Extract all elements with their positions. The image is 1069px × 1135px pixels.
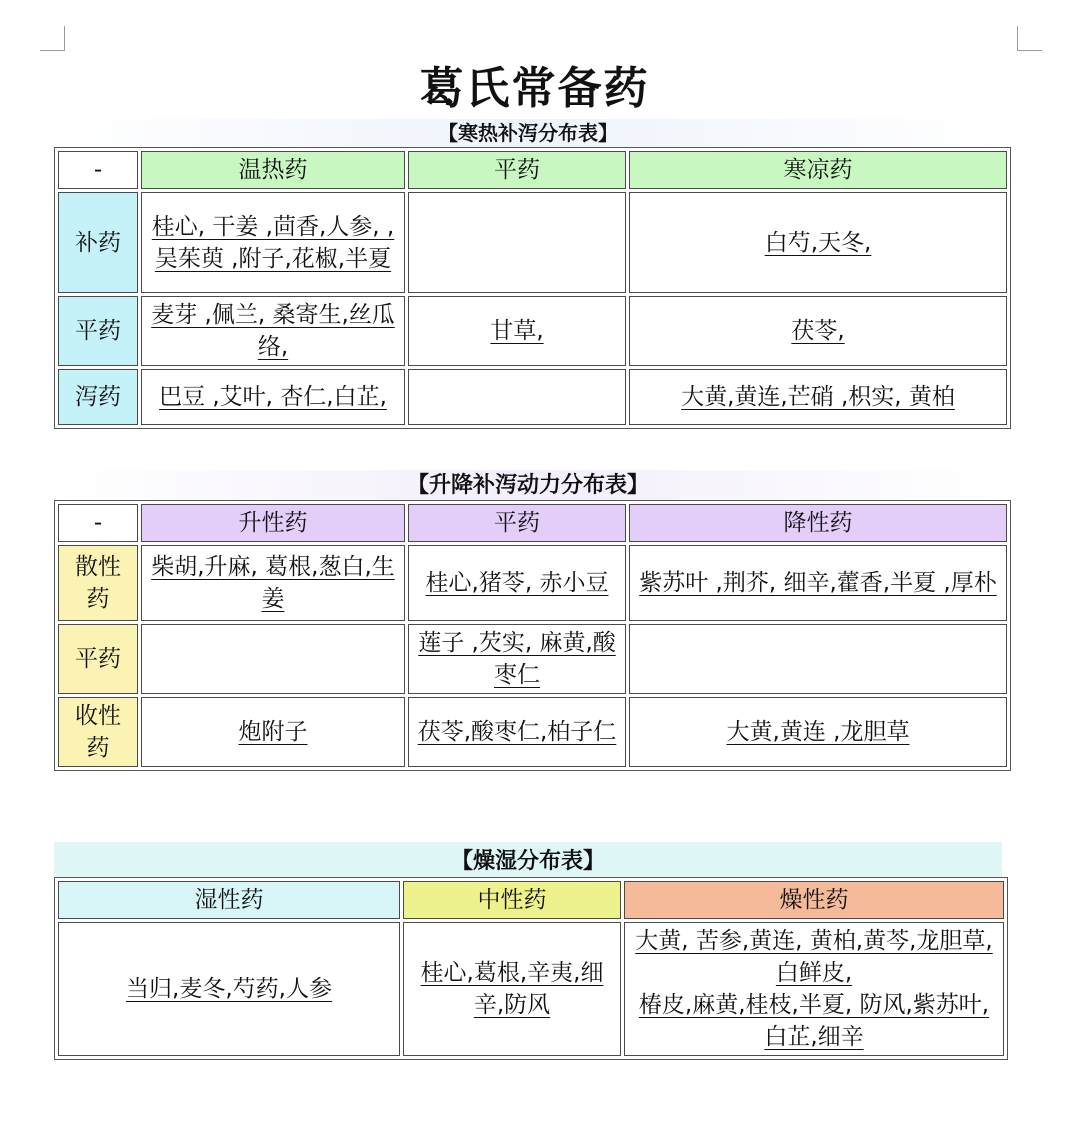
table-cell (629, 624, 1007, 694)
table-cell (408, 369, 626, 425)
table-cell (624, 922, 1004, 1056)
cold-heat-table (54, 147, 1011, 429)
table-cell: 桂心,葛根,辛夷,细辛,防风 (403, 922, 621, 1056)
table-corner-cell: - (58, 151, 138, 189)
page-corner-mark-top-right (1017, 26, 1042, 51)
table-cell: 巴豆 ,艾叶, 杏仁,白芷, (141, 369, 405, 425)
row-header-purge: 泻药 (58, 369, 138, 425)
column-header-ascending: 升性药 (141, 504, 405, 542)
column-header-cold-cool: 寒凉药 (629, 151, 1007, 189)
ascend-descend-table-title: 【升降补泻动力分布表】 (54, 470, 1002, 502)
column-header-neutral: 中性药 (403, 881, 621, 919)
table-cell (408, 192, 626, 293)
document-title: 葛氏常备药 (419, 63, 650, 114)
table-cell: 茯苓, (629, 296, 1007, 366)
dry-herbs-line-2: 椿皮,麻黄,桂枝,半夏, 防风,紫苏叶,白芷,细辛 (638, 992, 990, 1050)
table-cell: 莲子 ,芡实, 麻黄,酸枣仁 (408, 624, 626, 694)
column-header-warm-hot: 温热药 (141, 151, 405, 189)
dry-herbs-line-1: 大黄, 苦参,黄连, 黄柏,黄芩,龙胆草,白鲜皮, (635, 928, 993, 986)
dry-damp-table-title: 【燥湿分布表】 (54, 842, 1002, 880)
table-cell: 当归,麦冬,芍药,人参 (58, 922, 400, 1056)
cold-heat-table-title: 【寒热补泻分布表】 (54, 119, 1002, 147)
row-header-tonify: 补药 (58, 192, 138, 293)
table-cell: 大黄,黄连 ,龙胆草 (629, 697, 1007, 767)
dry-damp-table (54, 877, 1008, 1060)
table-cell: 紫苏叶 ,荆芥, 细辛,藿香,半夏 ,厚朴 (629, 545, 1007, 621)
table-cell: 白芍,天冬, (629, 192, 1007, 293)
ascend-descend-table (54, 500, 1011, 771)
table-cell: 麦芽 ,佩兰, 桑寄生,丝瓜络, (141, 296, 405, 366)
table-cell: 大黄,黄连,芒硝 ,枳实, 黄柏 (629, 369, 1007, 425)
row-header-neutral: 平药 (58, 624, 138, 694)
table-cell: 炮附子 (141, 697, 405, 767)
row-header-neutral: 平药 (58, 296, 138, 366)
table-cell: 桂心,猪苓, 赤小豆 (408, 545, 626, 621)
column-header-damp: 湿性药 (58, 881, 400, 919)
table-cell: 柴胡,升麻, 葛根,葱白,生姜 (141, 545, 405, 621)
table-cell: 甘草, (408, 296, 626, 366)
column-header-neutral: 平药 (408, 504, 626, 542)
column-header-dry: 燥性药 (624, 881, 1004, 919)
column-header-neutral: 平药 (408, 151, 626, 189)
column-header-descending: 降性药 (629, 504, 1007, 542)
table-cell: 茯苓,酸枣仁,柏子仁 (408, 697, 626, 767)
row-header-astringent: 收性药 (58, 697, 138, 767)
table-cell (141, 624, 405, 694)
page-corner-mark-top-left (40, 26, 65, 51)
table-cell: 桂心, 干姜 ,茴香,人参, ,吴茱萸 ,附子,花椒,半夏 (141, 192, 405, 293)
table-corner-cell: - (58, 504, 138, 542)
row-header-dispersing: 散性药 (58, 545, 138, 621)
